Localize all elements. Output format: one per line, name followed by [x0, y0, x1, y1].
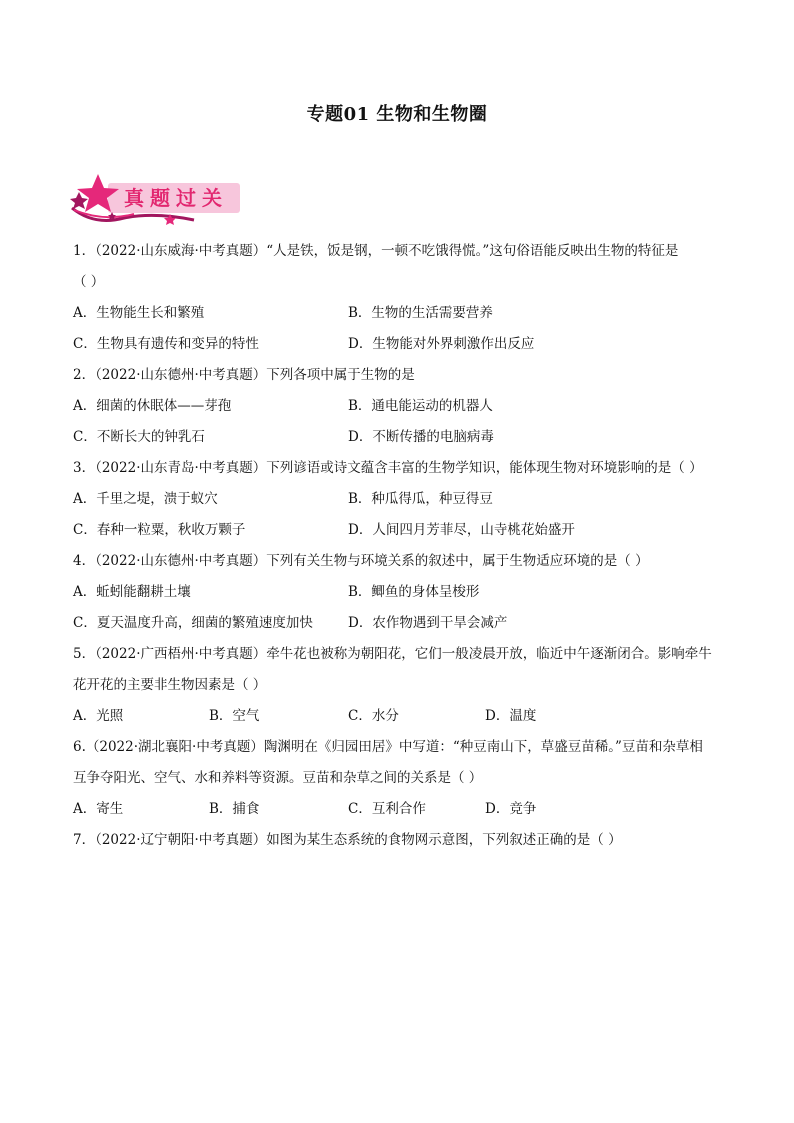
options-row — [73, 608, 723, 639]
option-c: C．互利合作 — [348, 801, 426, 817]
question-text: 3．（2022·山东青岛·中考真题）下列谚语或诗文蕴含丰富的生物学知识，能体现生物对环境影响的是（ ） — [73, 460, 703, 476]
option-a: A．生物能生长和繁殖 — [73, 305, 205, 321]
question-text: 7．（2022·辽宁朝阳·中考真题）如图为某生态系统的食物网示意图，下列叙述正确的是（ ） — [73, 832, 622, 848]
question-2 — [73, 360, 723, 453]
options-row — [73, 422, 723, 453]
option-d: D．生物能对外界刺激作出反应 — [348, 336, 535, 352]
option-c: C．生物具有遗传和变异的特性 — [73, 336, 259, 352]
option-a: A．蚯蚓能翻耕土壤 — [73, 584, 191, 600]
question-text: 6.（2022·湖北襄阳·中考真题）陶渊明在《归园田居》中写道：“种豆南山下，草盛豆苗稀。”豆苗和杂草相 — [73, 739, 703, 755]
question-4 — [73, 546, 723, 639]
option-b: B．种瓜得瓜，种豆得豆 — [348, 491, 493, 507]
option-a: A．寄生 — [73, 801, 124, 817]
options-row — [73, 391, 723, 422]
option-b: B．捕食 — [209, 801, 260, 817]
question-text: （ ） — [73, 274, 105, 290]
question-text: 1．（2022·山东威海·中考真题）“人是铁，饭是钢，一顿不吃饿得慌。”这句俗语能反映出生物的特征是 — [73, 243, 679, 259]
option-c: C．不断长大的钟乳石 — [73, 429, 205, 445]
options-row — [73, 329, 723, 360]
options-row — [73, 484, 723, 515]
options-row — [73, 794, 723, 825]
question-7 — [73, 825, 723, 856]
options-row — [73, 577, 723, 608]
question-3 — [73, 453, 723, 546]
options-row — [73, 515, 723, 546]
option-b: B．通电能运动的机器人 — [348, 398, 493, 414]
question-text: 花开花的主要非生物因素是（ ） — [73, 677, 267, 693]
option-d: D．农作物遇到干旱会减产 — [348, 615, 508, 631]
option-c: C．夏天温度升高，细菌的繁殖速度加快 — [73, 615, 313, 631]
option-b: B．生物的生活需要营养 — [348, 305, 493, 321]
question-6 — [73, 732, 723, 825]
question-text: 4．（2022·山东德州·中考真题）下列有关生物与环境关系的叙述中，属于生物适应环境的是（ ） — [73, 553, 649, 569]
option-d: D．不断传播的电脑病毒 — [348, 429, 494, 445]
option-d: D．竞争 — [485, 801, 537, 817]
question-text: 互争夺阳光、空气、水和养料等资源。豆苗和杂草之间的关系是（ ） — [73, 770, 483, 786]
option-d: D．温度 — [485, 708, 537, 724]
page-title: 专题01 生物和生物圈 — [306, 104, 488, 125]
options-row — [73, 298, 723, 329]
question-text: 5．（2022·广西梧州·中考真题）牵牛花也被称为朝阳花，它们一般凌晨开放，临近中午逐渐闭合。影响牵牛 — [73, 646, 712, 662]
option-c: C．春种一粒粟，秋收万颗子 — [73, 522, 246, 538]
option-a: A．千里之堤，溃于蚁穴 — [73, 491, 218, 507]
question-text: 2．（2022·山东德州·中考真题）下列各项中属于生物的是 — [73, 367, 415, 383]
question-5 — [73, 639, 723, 732]
option-d: D．人间四月芳菲尽，山寺桃花始盛开 — [348, 522, 575, 538]
options-row — [73, 701, 723, 732]
question-1 — [73, 236, 723, 360]
option-a: A．细菌的休眠体——芽孢 — [73, 398, 232, 414]
option-b: B．鲫鱼的身体呈梭形 — [348, 584, 480, 600]
option-c: C．水分 — [348, 708, 399, 724]
banner-label: 真题过关 — [124, 186, 228, 210]
option-b: B．空气 — [209, 708, 260, 724]
question-list — [73, 236, 723, 856]
option-a: A．光照 — [73, 708, 124, 724]
section-banner — [64, 174, 254, 226]
